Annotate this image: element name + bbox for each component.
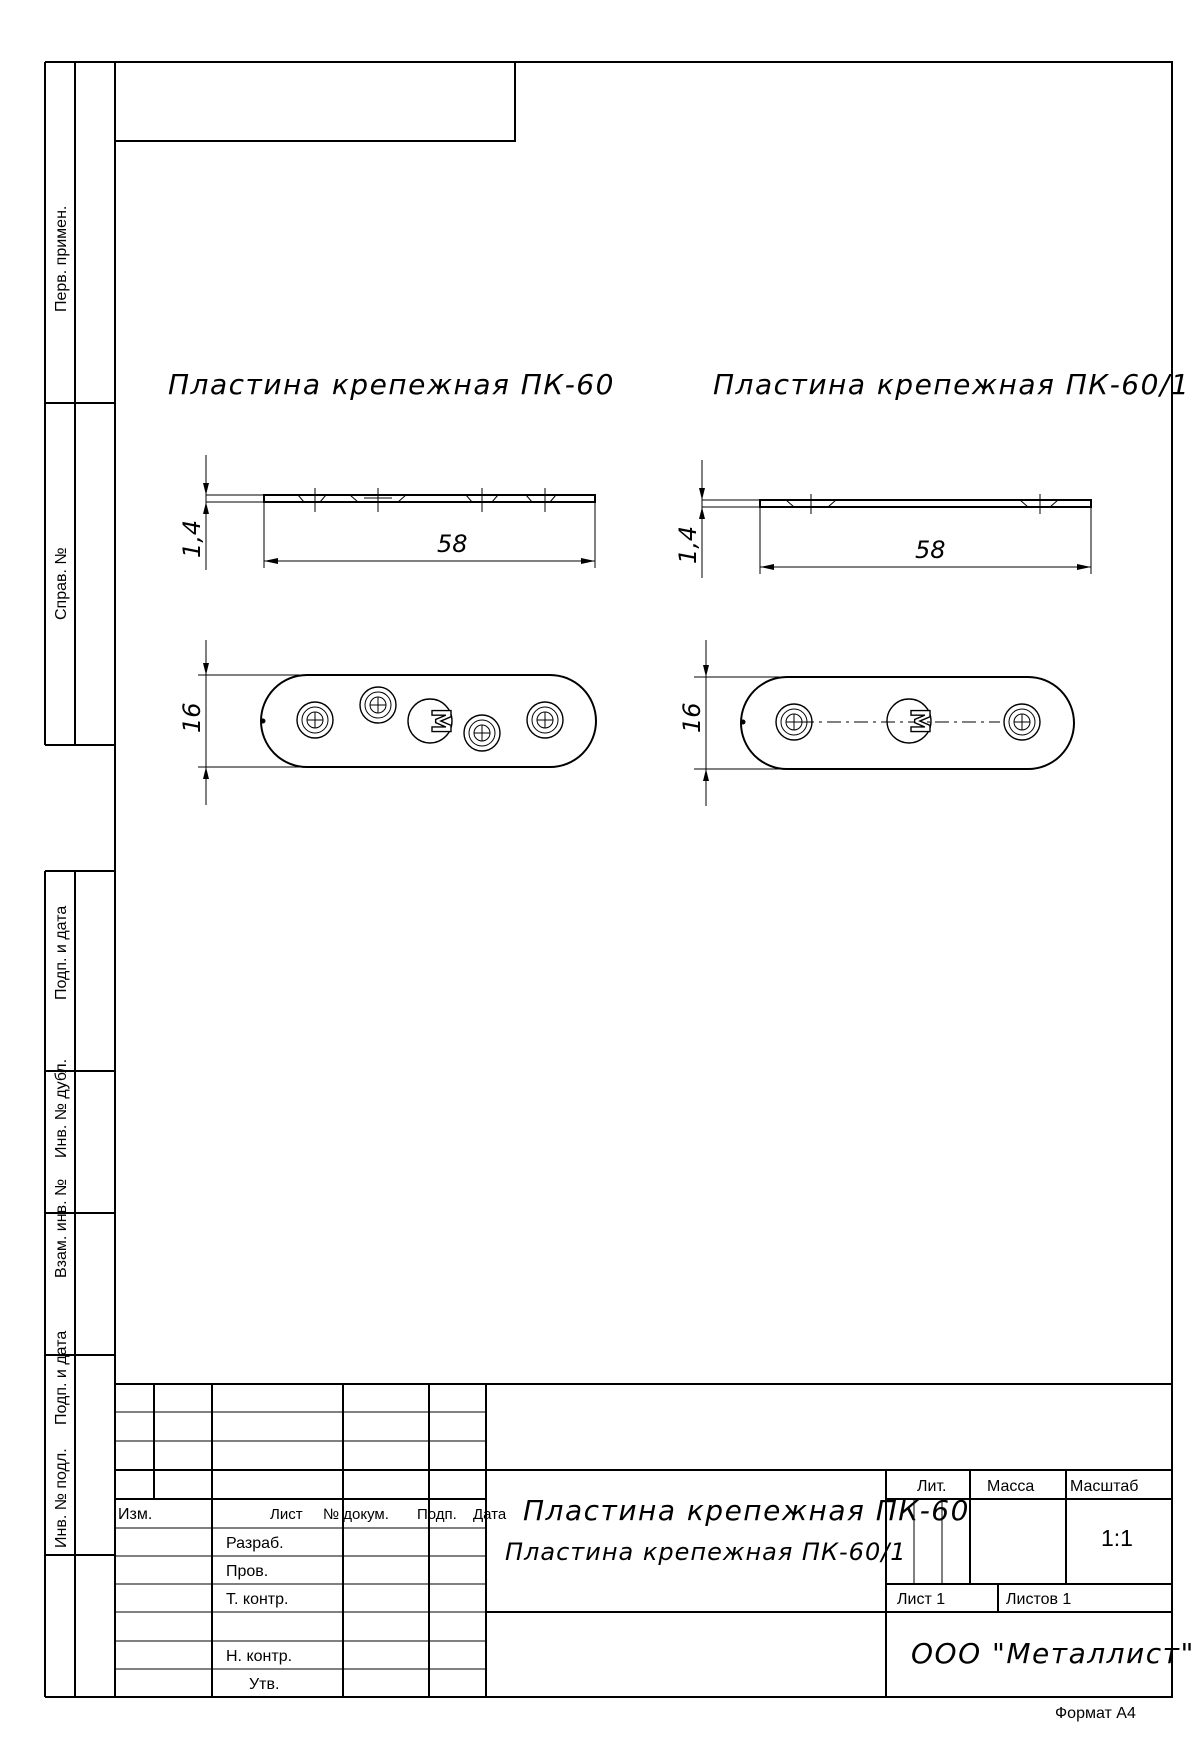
part1-thickness-dimension [203,455,264,570]
sheet-label: Лист 1 [897,1591,946,1608]
part1-length-label: 58 [437,530,468,558]
col-podp-label: Подп. [417,1506,457,1523]
inner-frame [115,62,1172,1697]
part1-thickness-label: 1,4 [178,519,206,558]
inv-no-podl-label: Инв. № подл. [53,1448,70,1548]
scale-value: 1:1 [1101,1525,1133,1551]
col-data-label: Дата [473,1506,507,1523]
part1-side-view [264,488,595,512]
part1-width-dimension [198,640,300,805]
perv-primen-label: Перв. примен. [53,205,70,312]
part2-width-label: 16 [678,702,706,733]
part1-width-label: 16 [178,702,206,733]
inv-no-dubl-label: Инв. № дубл. [53,1058,70,1158]
role-utv-label: Утв. [249,1676,280,1693]
document-name-line1: Пластина крепежная ПК-60 [523,1494,970,1527]
part1-title: Пластина крепежная ПК-60 [168,368,615,401]
svg-text:M: M [425,708,455,734]
role-razrab-label: Разраб. [226,1535,284,1552]
part2-logo-m-icon [887,699,934,743]
organization-name: ООО "Металлист" [911,1637,1195,1670]
massa-label: Масса [987,1478,1035,1495]
part2-thickness-label: 1,4 [674,525,702,564]
masshtab-label: Масштаб [1070,1478,1139,1495]
sprav-no-label: Справ. № [53,547,70,620]
part2-side-view [760,494,1091,514]
role-nkontr-label: Н. контр. [226,1648,293,1665]
part1-hole-3 [464,715,500,751]
top-left-stamp-box [115,62,515,141]
part2-hole-1 [776,704,812,740]
col-izm-label: Изм. [118,1506,153,1523]
part2-title: Пластина крепежная ПК-60/1 [713,368,1191,401]
lit-label: Лит. [917,1478,947,1495]
format-label: Формат А4 [1055,1705,1136,1722]
part2-hole-2 [1004,704,1040,740]
part1-logo-m-icon [408,699,455,743]
role-prov-label: Пров. [226,1563,269,1580]
part1-hole-4 [527,702,563,738]
part2-thickness-dimension [699,460,760,578]
document-name-line2: Пластина крепежная ПК-60/1 [505,1538,907,1566]
svg-text:M: M [904,708,934,734]
part1-hole-1 [297,702,333,738]
podp-i-data-label-2: Подп. и дата [53,1330,70,1425]
col-dokum-label: № докум. [323,1506,389,1523]
podp-i-data-label-1: Подп. и дата [53,905,70,1000]
vzam-inv-no-label: Взам. инв. № [53,1178,70,1278]
part2-length-label: 58 [915,536,946,564]
part2-width-dimension [694,640,780,806]
sheets-label: Листов 1 [1006,1591,1072,1608]
role-tkontr-label: Т. контр. [226,1591,289,1608]
col-list-label: Лист [270,1506,303,1523]
part1-hole-2 [360,687,396,723]
